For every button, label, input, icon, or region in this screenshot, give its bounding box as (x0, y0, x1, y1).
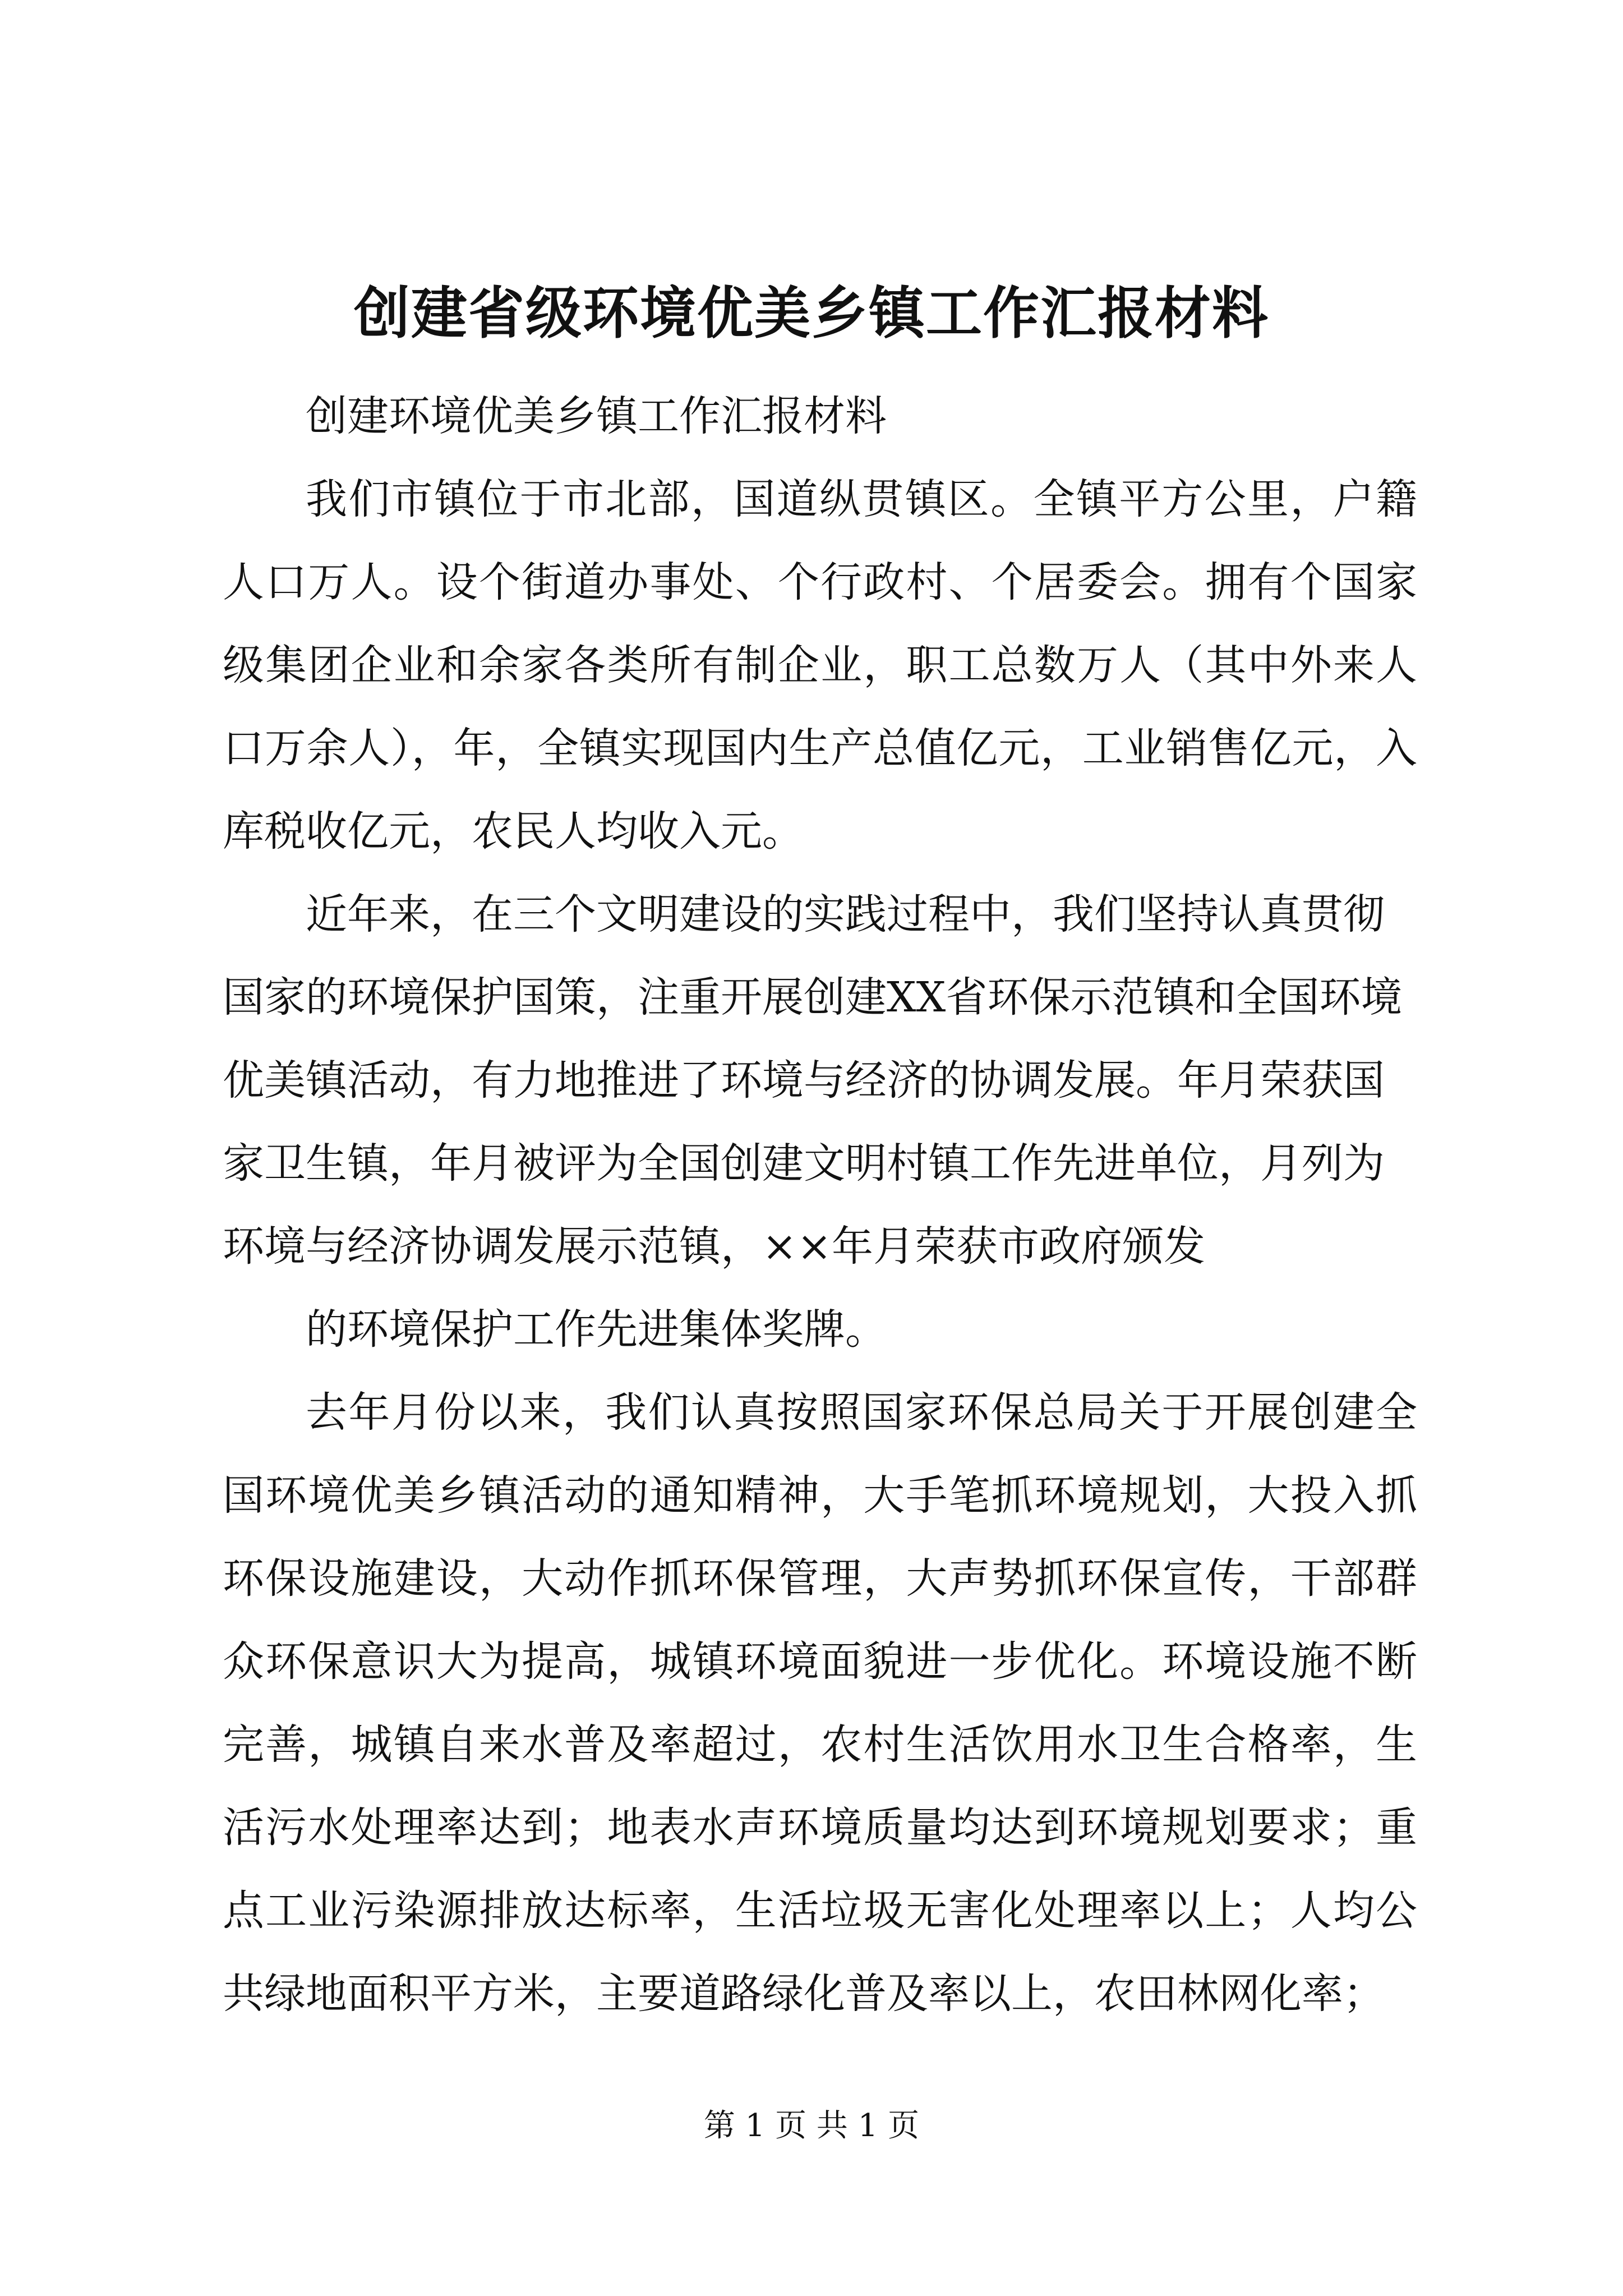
paragraph-achievements: 近年来，在三个文明建设的实践过程中，我们坚持认真贯彻国家的环境保护国策，注重开展创建XX省环保示范镇和全国环境优美镇活动，有力地推进了环境与经济的协调发展。年月荣获国家卫生镇，年月被评为全国创建文明村镇工作先进单位，月列为环境与经济协调发展示范镇，××年月荣获市政府颁发 (223, 890, 1403, 1271)
paragraph-overview: 我们市镇位于市北部，国道纵贯镇区。全镇平方公里，户籍人口万人。设个街道办事处、个行政村、个居委会。拥有个国家级集团企业和余家各类所有制企业，职工总数万人（其中外来人口万余人），年，全镇实现国内生产总值亿元，工业销售亿元，入库税收亿元，农民人均收入元。 (223, 475, 1417, 855)
document-title: 创建省级环境优美乡镇工作汇报材料 (354, 280, 1269, 346)
paragraph-subtitle: 创建环境优美乡镇工作汇报材料 (306, 392, 887, 440)
paragraph-award: 的环境保护工作先进集体奖牌。 (306, 1305, 887, 1354)
document-body (223, 375, 1417, 2035)
page-footer: 第 1 页 共 1 页 (703, 2108, 920, 2144)
paragraph-progress: 去年月份以来，我们认真按照国家环保总局关于开展创建全国环境优美乡镇活动的通知精神，大手笔抓环境规划，大投入抓环保设施建设，大动作抓环保管理，大声势抓环保宣传，干部群众环保意识大为提高，城镇环境面貌进一步优化。环境设施不断完善，城镇自来水普及率超过，农村生活饮用水卫生合格率，生活污水处理率达到；地表水声环境质量均达到环境规划要求；重点工业污染源排放达标率，生活垃圾无害化处理率以上；人均公共绿地面积平方米，主要道路绿化普及率以上，农田林网化率； (223, 1388, 1417, 2018)
